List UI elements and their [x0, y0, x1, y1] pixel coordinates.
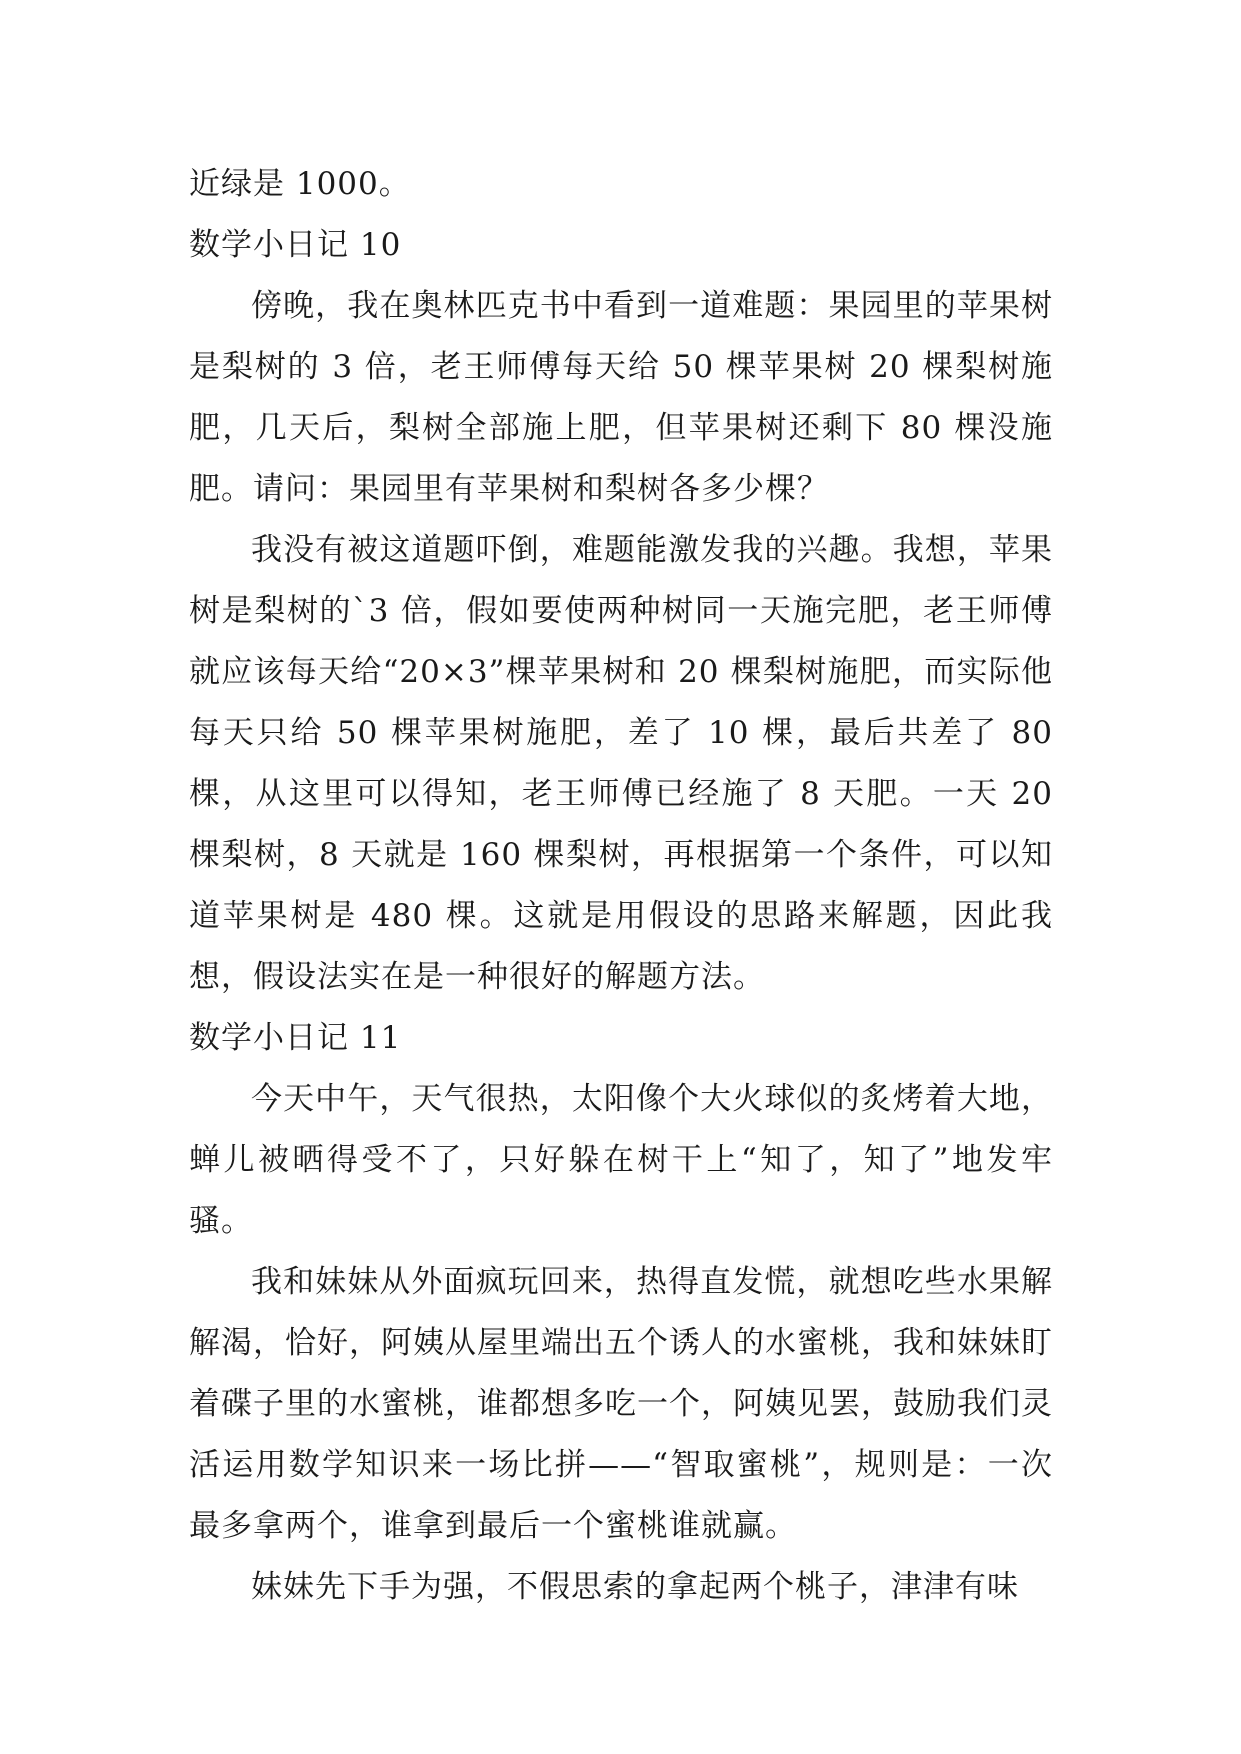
document-body	[189, 154, 1053, 1618]
paragraph: 妹妹先下手为强，不假思索的拿起两个桃子，津津有味	[251, 1569, 1019, 1605]
paragraph: 我没有被这道题吓倒，难题能激发我的兴趣。我想，苹果树是梨树的`3 倍，假如要使两种树同一天施完肥，老王师傅就应该每天给“20×3”棵苹果树和 20 棵梨树施肥，而实际他每天只给 50 棵苹果树施肥，差了 10 棵，最后共差了 80 棵，从这里可以得知，老王师傅已经施了 8 天肥。一天 20 棵梨树，8 天就是 160 棵梨树，再根据第一个条件，可以知道苹果树是 480 棵。这就是用假设的思路来解题，因此我想，假设法实在是一种很好的解题方法。	[189, 532, 1053, 995]
paragraph: 我和妹妹从外面疯玩回来，热得直发慌，就想吃些水果解解渴，恰好，阿姨从屋里端出五个诱人的水蜜桃，我和妹妹盯着碟子里的水蜜桃，谁都想多吃一个，阿姨见罢，鼓励我们灵活运用数学知识来一场比拼——“智取蜜桃”，规则是：一次最多拿两个，谁拿到最后一个蜜桃谁就赢。	[189, 1264, 1053, 1544]
paragraph-continued: 近绿是 1000。	[189, 166, 411, 202]
section-heading-diary-11: 数学小日记 11	[189, 1020, 402, 1056]
paragraph: 今天中午，天气很热，太阳像个大火球似的炙烤着大地，蝉儿被晒得受不了，只好躲在树干上“知了，知了”地发牢骚。	[189, 1081, 1053, 1239]
section-heading-diary-10: 数学小日记 10	[189, 227, 402, 263]
paragraph: 傍晚，我在奥林匹克书中看到一道难题：果园里的苹果树是梨树的 3 倍，老王师傅每天给 50 棵苹果树 20 棵梨树施肥，几天后，梨树全部施上肥，但苹果树还剩下 80 棵没施肥。请问：果园里有苹果树和梨树各多少棵？	[189, 288, 1053, 507]
